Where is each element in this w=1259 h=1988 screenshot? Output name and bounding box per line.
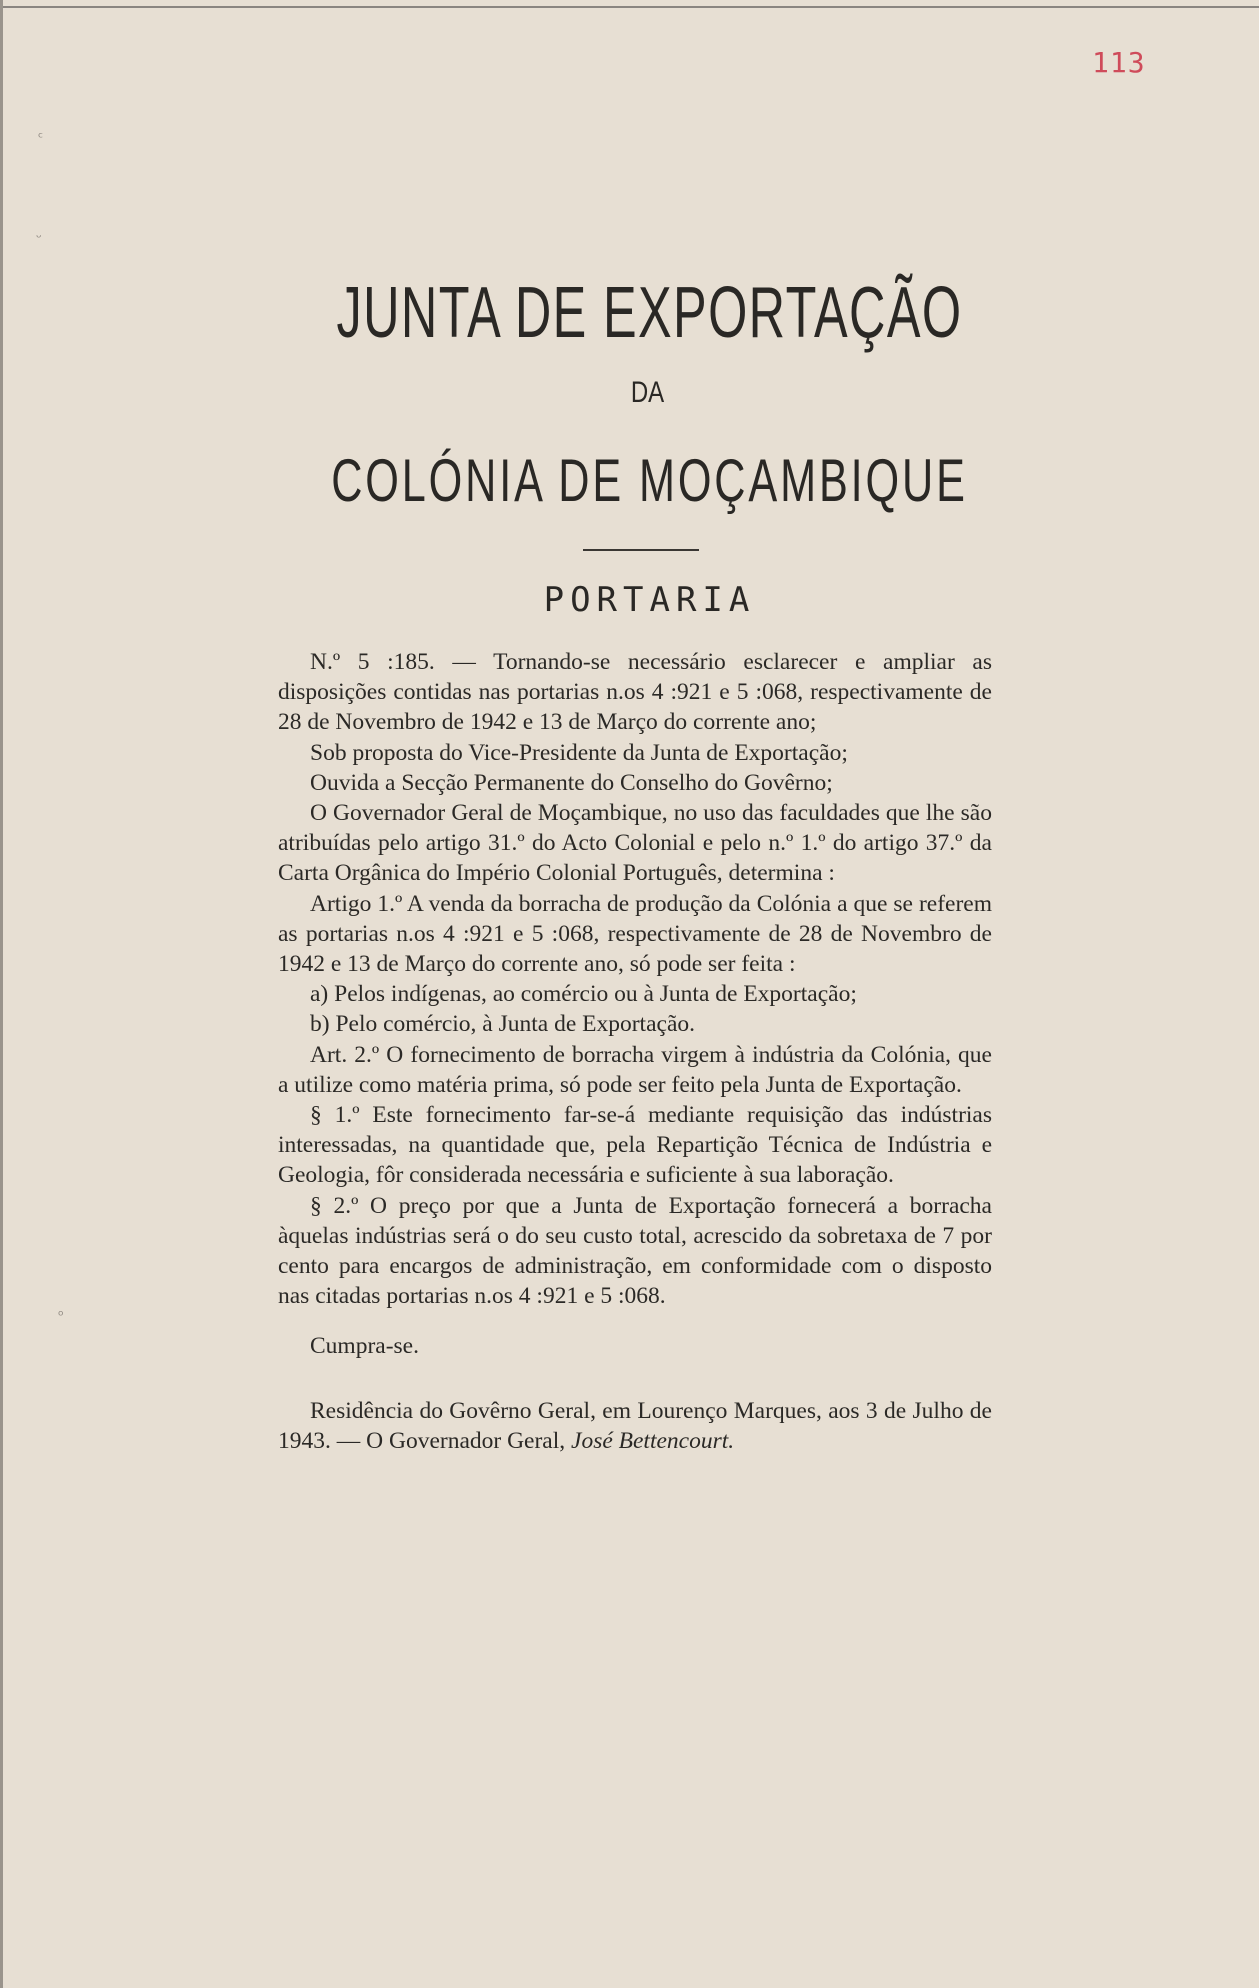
paragraph: N.º 5 :185. — Tornando-se necessário esclarecer e ampliar as disposições contidas nas portarias n.os 4 :921 e 5 :068, respectivamente de 28 de Novembro de 1942 e 13 de Março do corrente ano; [278, 649, 992, 736]
paragraph: Artigo 1.º A venda da borracha de produção da Colónia a que se referem as portarias n.os 4 :921 e 5 :068, respectivamente de 28 de Novembro de 1942 e 13 de Março do corrente ano, só pode ser feita : [278, 890, 992, 978]
margin-mark: ᶜ [38, 130, 44, 146]
paragraph: § 2.º O preço por que a Junta de Exportação fornecerá a borracha àquelas indústrias será o do seu custo total, acrescido da sobretaxa de 7 por cento para encargos de administração, em conformidade com o disposto nas citadas portarias n.os 4 :921 e 5 :068. [278, 1192, 992, 1310]
header-title-line3: COLÓNIA DE MOÇAMBIQUE [331, 447, 968, 514]
closing-line: Cumpra-se. [310, 1333, 419, 1360]
signatory-name: José Bettencourt. [571, 1427, 735, 1454]
margin-mark: ᵕ [36, 230, 42, 246]
paragraph: § 1.º Este fornecimento far-se-á mediante requisição das indústrias interessadas, na quantidade que, pela Repartição Técnica de Indústria e Geologia, fôr considerada necessária e suficiente à sua laboração. [278, 1102, 992, 1189]
header-title-line2: DA [630, 376, 665, 409]
paragraph: Art. 2.º O fornecimento de borracha virgem à indústria da Colónia, que a utilize como matéria prima, só pode ser feito pela Junta de Exportação. [278, 1041, 992, 1098]
signature-text: Residência do Govêrno Geral, em Lourenço Marques, aos 3 de Julho de 1943. — O Governador Geral, [278, 1397, 992, 1454]
header-divider [583, 549, 699, 551]
margin-mark: ᵒ [58, 1308, 64, 1324]
paragraph: Ouvida a Secção Permanente do Conselho do Govêrno; [310, 769, 833, 796]
header-title-line1: JUNTA DE EXPORTAÇÃO [336, 273, 963, 353]
document-type: PORTARIA [543, 580, 756, 620]
paragraph: a) Pelos indígenas, ao comércio ou à Junta de Exportação; [310, 981, 857, 1008]
document-body [278, 647, 992, 1456]
paragraph: Sob proposta do Vice-Presidente da Junta de Exportação; [310, 739, 848, 766]
page-top-edge [0, 6, 1259, 8]
signature-block [278, 1396, 992, 1456]
page-left-edge [0, 0, 3, 1988]
page-number: 113 [1092, 46, 1146, 79]
paragraph: O Governador Geral de Moçambique, no uso das faculdades que lhe são atribuídas pelo artigo 31.º do Acto Colonial e pelo n.º 1.º do artigo 37.º da Carta Orgânica do Império Colonial Português, determina : [278, 800, 992, 887]
paragraph: b) Pelo comércio, à Junta de Exportação. [310, 1011, 695, 1038]
